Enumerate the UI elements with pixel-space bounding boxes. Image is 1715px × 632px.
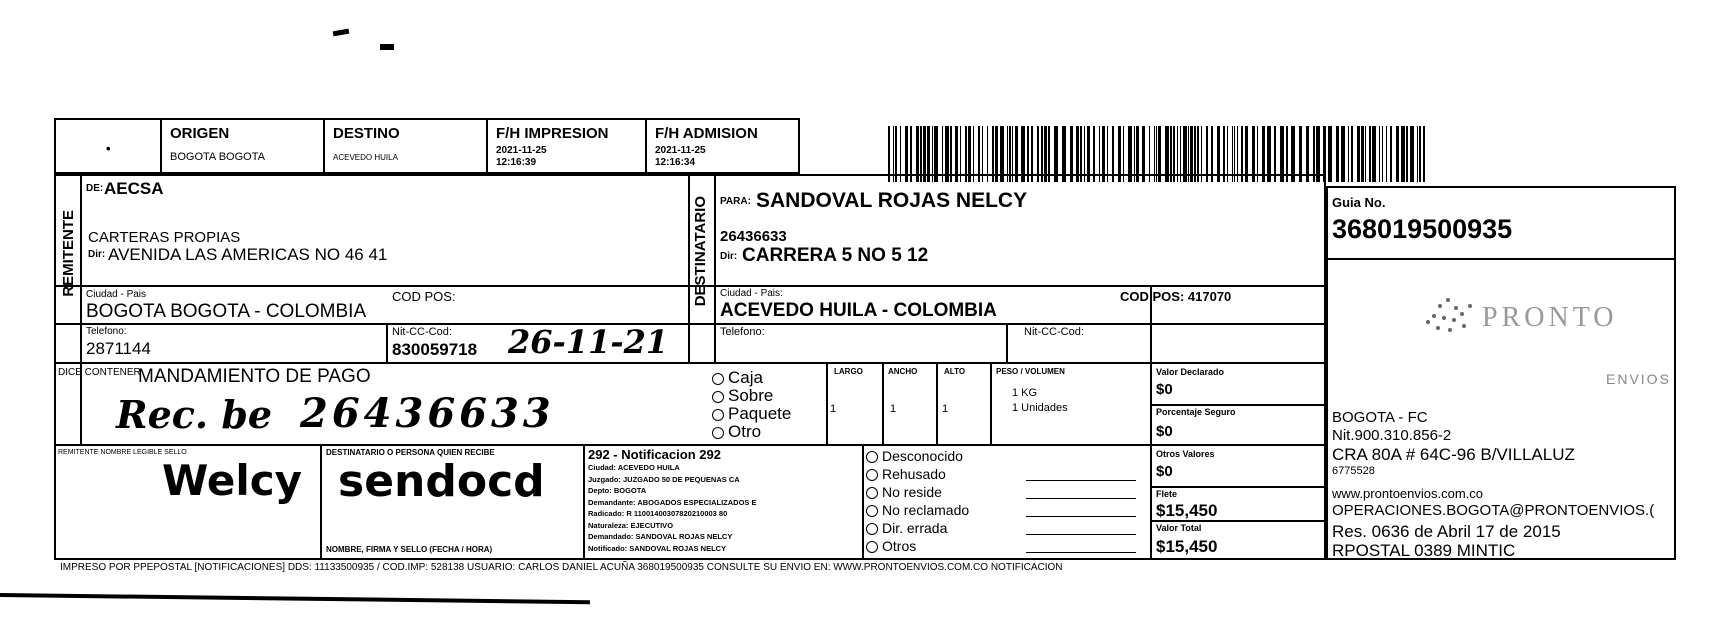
flete-value: $15,450 — [1156, 501, 1218, 520]
remitente-nit: 830059718 — [392, 340, 478, 359]
remitente-ciudad: BOGOTA BOGOTA - COLOMBIA — [86, 301, 367, 322]
destinatario-id: 26436633 — [720, 228, 787, 245]
company-phone: 6775528 — [1332, 465, 1375, 477]
remitente-codpos-label: COD POS: — [392, 289, 456, 304]
barcode-bar — [1357, 126, 1360, 182]
tipo-option-paquete[interactable]: Paquete — [712, 405, 791, 422]
barcode-bar — [1361, 126, 1364, 182]
devolucion-option[interactable] — [866, 502, 1146, 520]
unidades-value: 1 Unidades — [1012, 402, 1068, 414]
radio-icon — [866, 451, 878, 463]
firma-footer-label: NOMBRE, FIRMA Y SELLO (FECHA / HORA) — [326, 545, 493, 554]
devolucion-option[interactable] — [866, 484, 1146, 502]
barcode-bar — [1351, 126, 1353, 182]
remitente-side-label: REMITENTE — [60, 210, 77, 297]
para-label: PARA: — [720, 196, 751, 207]
devolucion-option[interactable] — [866, 448, 1146, 466]
remitente-ciudad-label: Ciudad - Pais — [86, 289, 147, 300]
fill-line — [1026, 498, 1136, 499]
destinatario-ciudad: ACEVEDO HUILA - COLOMBIA — [720, 300, 997, 321]
notificacion-line: Ciudad: ACEVEDO HUILA — [588, 463, 680, 472]
radio-icon — [866, 523, 878, 535]
devolucion-label: No reside — [882, 484, 942, 500]
remitente-telefono-label: Telefono: — [86, 326, 127, 337]
destinatario-dir-label: Dir: — [720, 251, 738, 262]
handwritten-recibe: Rec. be — [116, 392, 273, 437]
radio-icon — [866, 541, 878, 553]
radio-icon — [712, 409, 724, 421]
destinatario-signature: sendocd — [338, 456, 545, 507]
company-web: www.prontoenvios.com.co — [1332, 486, 1484, 501]
svg-text:PRONTO: PRONTO — [1482, 302, 1618, 333]
devolucion-option[interactable] — [866, 520, 1146, 538]
devolucion-options — [866, 448, 1146, 556]
company-res: Res. 0636 de Abril 17 de 2015 — [1332, 522, 1561, 541]
notificacion-line: Juzgado: JUZGADO 50 DE PEQUENAS CA — [588, 474, 740, 484]
notificacion-line: Notificado: SANDOVAL ROJAS NELCY — [588, 543, 727, 553]
remitente-address: AVENIDA LAS AMERICAS NO 46 41 — [108, 245, 388, 264]
devolucion-label: Otros — [882, 538, 917, 554]
seguro-label: Porcentaje Seguro — [1156, 407, 1236, 417]
largo-value: 1 — [830, 403, 837, 415]
otros-value: $0 — [1156, 463, 1173, 480]
tipo-option-otro[interactable]: Otro — [712, 423, 761, 440]
company-nit: Nit.900.310.856-2 — [1332, 427, 1452, 444]
destinatario-name: SANDOVAL ROJAS NELCY — [756, 189, 1028, 212]
devolucion-option[interactable] — [866, 466, 1146, 484]
radio-icon — [866, 487, 878, 499]
remitente-dir-label: Dir: — [88, 249, 106, 260]
admision-time: 12:16:34 — [655, 157, 696, 168]
origen-label: ORIGEN — [170, 125, 230, 142]
barcode-bar — [1417, 126, 1418, 182]
barcode-bar — [1328, 126, 1332, 182]
remitente-telefono: 2871144 — [86, 339, 151, 358]
fill-line — [1026, 552, 1136, 553]
barcode-bar — [1390, 126, 1392, 182]
radio-icon — [712, 373, 724, 385]
handwritten-id: 26436633 — [300, 390, 555, 437]
barcode-bar — [1379, 126, 1380, 182]
destinatario-side-label: DESTINATARIO — [692, 196, 709, 307]
seguro-value: $0 — [1156, 423, 1173, 440]
handwritten-date: 26-11-21 — [508, 323, 669, 361]
fill-line — [1026, 534, 1136, 535]
declarado-label: Valor Declarado — [1156, 367, 1225, 377]
radio-icon — [866, 505, 878, 517]
company-logo — [1420, 286, 1660, 356]
destinatario-codpos: COD POS: 417070 — [1120, 289, 1232, 304]
fill-line — [1026, 480, 1136, 481]
notificacion-line: Naturaleza: EJECUTIVO — [588, 520, 674, 530]
barcode-bar — [1423, 126, 1425, 182]
notificacion-lines — [588, 462, 860, 554]
ancho-label: ANCHO — [888, 367, 918, 376]
largo-label: LARGO — [834, 367, 863, 376]
company-rpostal: RPOSTAL 0389 MINTIC — [1332, 541, 1516, 560]
barcode-bar — [1341, 126, 1345, 182]
notificacion-line: Depto: BOGOTA — [588, 486, 647, 495]
barcode-bar — [1419, 126, 1421, 182]
barcode-bar — [1348, 126, 1349, 182]
devolucion-label: Rehusado — [882, 466, 946, 482]
notificacion-title: 292 - Notificacion 292 — [588, 447, 721, 462]
devolucion-label: No reclamado — [882, 502, 970, 518]
alto-label: ALTO — [944, 367, 966, 376]
admision-date: 2021-11-25 — [655, 145, 706, 156]
radio-icon — [712, 427, 724, 439]
barcode-bar — [1365, 126, 1366, 182]
destino-value: ACEVEDO HUILA — [333, 153, 398, 162]
devolucion-label: Dir. errada — [882, 520, 948, 536]
destinatario-ciudad-label: Ciudad - Pais: — [720, 288, 783, 299]
notificacion-line: Demandado: SANDOVAL ROJAS NELCY — [588, 532, 733, 541]
fill-line — [1026, 516, 1136, 517]
tipo-option-caja[interactable]: Caja — [712, 369, 763, 386]
destinatario-address: CARRERA 5 NO 5 12 — [742, 245, 929, 266]
remitente-line2: CARTERAS PROPIAS — [88, 229, 241, 246]
barcode-bar — [1372, 126, 1376, 182]
barcode-bar — [1401, 126, 1405, 182]
company-address: CRA 80A # 64C-96 B/VILLALUZ — [1332, 445, 1575, 464]
logo-subtext: ENVIOS — [1606, 371, 1671, 387]
destinatario-nit-label: Nit-CC-Cod: — [1024, 326, 1084, 338]
declarado-value: $0 — [1156, 381, 1173, 398]
impresion-time: 12:16:39 — [496, 157, 537, 168]
notificacion-line: Radicado: R 11001400307820210003 80 — [588, 509, 728, 518]
barcode-bar — [1386, 126, 1387, 182]
remitente-firma-label: REMITENTE NOMBRE LEGIBLE SELLO — [58, 449, 187, 456]
devolucion-option[interactable] — [866, 538, 1146, 556]
alto-value: 1 — [942, 403, 949, 415]
destino-label: DESTINO — [333, 125, 400, 142]
origen-value: BOGOTA BOGOTA — [170, 151, 265, 163]
admision-label: F/H ADMISION — [655, 125, 758, 142]
remitente-signature: Welcy — [162, 456, 302, 505]
total-value: $15,450 — [1156, 537, 1218, 556]
contenido-value: MANDAMIENTO DE PAGO — [138, 366, 371, 387]
peso-value: 1 KG — [1012, 387, 1038, 399]
ancho-value: 1 — [890, 403, 897, 415]
scan-line — [0, 593, 590, 604]
impresion-date: 2021-11-25 — [496, 145, 547, 156]
remitente-name: AECSA — [104, 179, 164, 198]
guia-number: 368019500935 — [1332, 214, 1513, 244]
scan-mark — [380, 44, 394, 50]
tipo-option-sobre[interactable]: Sobre — [712, 387, 773, 404]
contenido-label: DICE CONTENER — [58, 367, 141, 378]
de-label: DE: — [86, 183, 104, 194]
barcode-bar — [1410, 126, 1414, 182]
bullet: • — [106, 141, 111, 156]
remitente-nit-label: Nit-CC-Cod: — [392, 326, 452, 338]
barcode-bar — [1369, 126, 1371, 182]
peso-label: PESO / VOLUMEN — [996, 367, 1065, 376]
barcode-bar — [1406, 126, 1408, 182]
otros-label: Otros Valores — [1156, 449, 1215, 459]
radio-icon — [712, 391, 724, 403]
scan-mark — [333, 29, 350, 37]
barcode-bar — [1396, 126, 1399, 182]
company-email: OPERACIONES.BOGOTA@PRONTOENVIOS.( — [1332, 502, 1655, 519]
company-city: BOGOTA - FC — [1332, 409, 1428, 426]
flete-label: Flete — [1156, 489, 1178, 499]
notificacion-line: Demandante: ABOGADOS ESPECIALIZADOS E — [588, 497, 757, 507]
destinatario-telefono-label: Telefono: — [720, 326, 765, 338]
guia-label: Guia No. — [1332, 195, 1386, 210]
barcode-bar — [1382, 126, 1383, 182]
devolucion-label: Desconocido — [882, 448, 963, 464]
impresion-label: F/H IMPRESION — [496, 125, 609, 142]
footer-text: IMPRESO POR PPEPOSTAL [NOTIFICACIONES] DDS: 11133500935 / COD.IMP: 528138 USUARIO: CARLOS DANIEL ACUÑA 368019500935 CONSULTE SU ENVIO EN: WWW.PRONTOENVIOS.COM.CO NOTIFICACION — [60, 562, 1063, 573]
radio-icon — [866, 469, 878, 481]
total-label: Valor Total — [1156, 523, 1202, 533]
destinatario-firma-label: DESTINATARIO O PERSONA QUIEN RECIBE — [326, 448, 495, 457]
barcode-bar — [1336, 126, 1339, 182]
